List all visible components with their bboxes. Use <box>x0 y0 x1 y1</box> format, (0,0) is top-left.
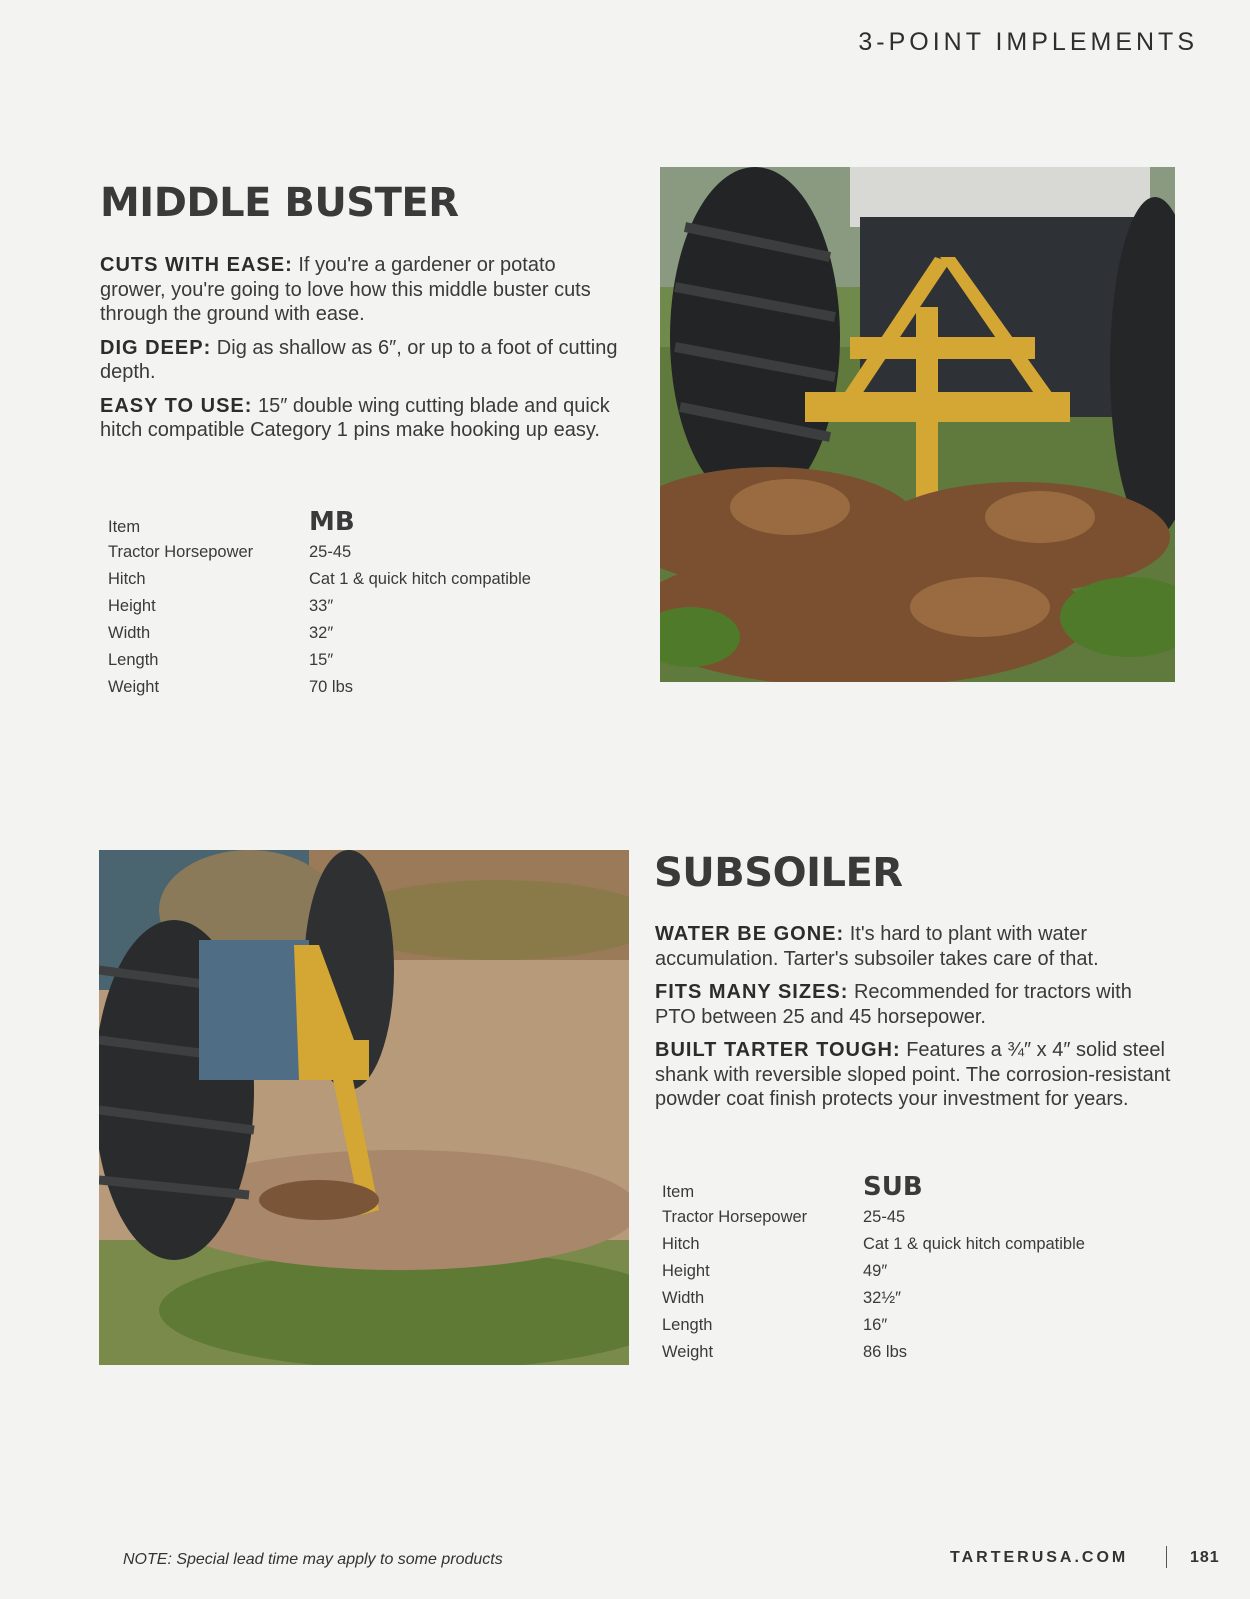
subsoiler-spec-table <box>662 1170 1085 1366</box>
subsoiler-features <box>655 922 1175 1121</box>
spec-label: Length <box>108 651 159 669</box>
spec-row <box>662 1312 1085 1339</box>
spec-value: Cat 1 & quick hitch compatible <box>863 1235 1085 1253</box>
spec-value: 70 lbs <box>309 678 354 696</box>
item-code: SUB <box>863 1172 923 1202</box>
footer-note: NOTE: Special lead time may apply to some products <box>123 1551 503 1568</box>
spec-label: Length <box>662 1316 713 1334</box>
spec-row <box>108 620 531 647</box>
spec-value: 15″ <box>309 651 334 669</box>
spec-label: Width <box>108 624 151 642</box>
spec-row-item <box>108 505 531 539</box>
spec-row-item <box>662 1170 1085 1204</box>
spec-row <box>108 647 531 674</box>
spec-label: Height <box>108 597 156 615</box>
spec-value: 86 lbs <box>863 1343 908 1361</box>
spec-label: Weight <box>662 1343 714 1361</box>
feature-easy-to-use: EASY TO USE: 15″ double wing cutting blade and quick hitch compatible Category 1 pins make hooking up easy. <box>100 394 610 441</box>
spec-label: Hitch <box>662 1235 700 1253</box>
feature-dig-deep: DIG DEEP: Dig as shallow as 6″, or up to a foot of cutting depth. <box>100 336 618 383</box>
spec-value: 16″ <box>863 1316 888 1334</box>
middle-buster-spec-table <box>108 505 531 701</box>
spec-label: Weight <box>108 678 160 696</box>
spec-label: Hitch <box>108 570 146 588</box>
spec-label: Item <box>662 1183 695 1201</box>
spec-row <box>108 539 531 566</box>
spec-row <box>108 674 531 701</box>
spec-label: Tractor Horsepower <box>662 1208 808 1226</box>
spec-value: 49″ <box>863 1262 888 1280</box>
feature-built-tarter-tough: BUILT TARTER TOUGH: Features a ¾″ x 4″ solid steel shank with reversible sloped point. The corrosion-resistant powder coat finish protects your investment for years. <box>655 1039 1171 1110</box>
spec-row <box>662 1204 1085 1231</box>
footer-divider <box>1166 1546 1167 1568</box>
feature-fits-many-sizes: FITS MANY SIZES: Recommended for tractors with PTO between 25 and 45 horsepower. <box>655 981 1132 1028</box>
subsoiler-photo <box>99 850 629 1365</box>
subsoiler-title: SUBSOILER <box>654 850 903 896</box>
spec-label: Tractor Horsepower <box>108 543 254 561</box>
item-code: MB <box>309 507 355 537</box>
spec-value: 25-45 <box>309 543 352 561</box>
middle-buster-photo <box>660 167 1175 682</box>
spec-row <box>108 593 531 620</box>
spec-label: Item <box>108 518 141 536</box>
feature-water-be-gone: WATER BE GONE: It's hard to plant with water accumulation. Tarter's subsoiler takes care of that. <box>655 923 1099 970</box>
spec-value: 32″ <box>309 624 334 642</box>
spec-row <box>662 1285 1085 1312</box>
spec-value: 32½″ <box>863 1289 901 1307</box>
middle-buster-title: MIDDLE BUSTER <box>100 180 459 226</box>
section-header: 3-POINT IMPLEMENTS <box>858 28 1198 56</box>
spec-value: Cat 1 & quick hitch compatible <box>309 570 531 588</box>
spec-row <box>108 566 531 593</box>
spec-value: 25-45 <box>863 1208 906 1226</box>
page-number: 181 <box>1190 1549 1220 1566</box>
spec-row <box>662 1231 1085 1258</box>
footer-site: TARTERUSA.COM <box>950 1549 1129 1566</box>
spec-row <box>662 1339 1085 1366</box>
spec-label: Height <box>662 1262 710 1280</box>
spec-label: Width <box>662 1289 705 1307</box>
spec-value: 33″ <box>309 597 334 615</box>
feature-cuts-with-ease: CUTS WITH EASE: If you're a gardener or potato grower, you're going to love how this middle buster cuts through the ground with ease. <box>100 254 591 325</box>
middle-buster-features <box>100 253 620 452</box>
spec-row <box>662 1258 1085 1285</box>
